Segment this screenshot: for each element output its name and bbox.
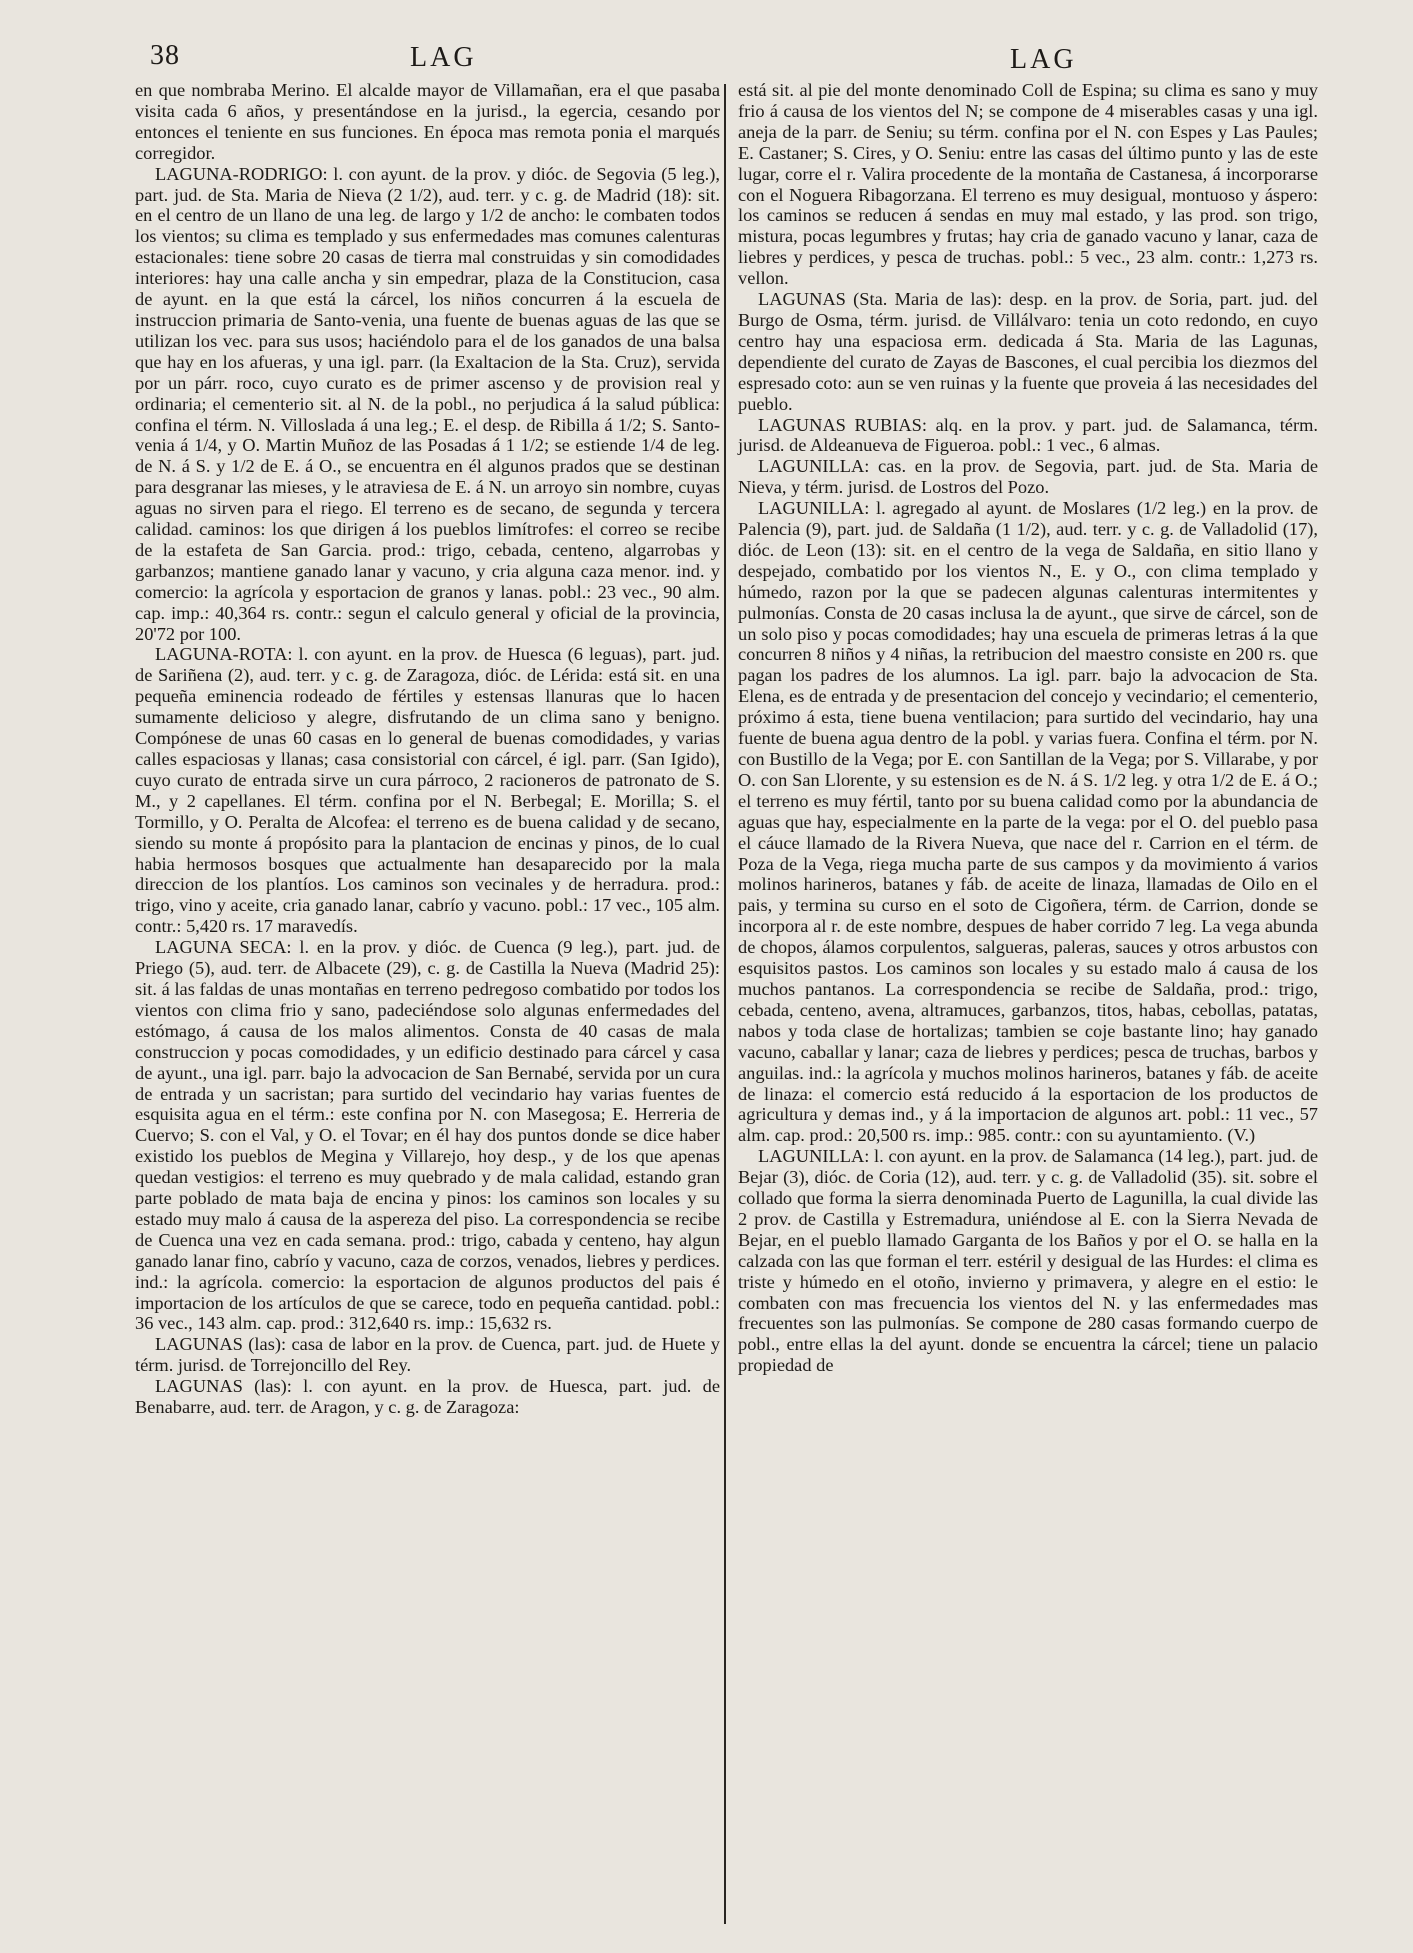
dictionary-entry [738, 1146, 1318, 1376]
continued-paragraph [738, 80, 1318, 289]
right-column [738, 80, 1318, 1376]
column-divider [724, 84, 726, 1924]
page-header [0, 40, 1413, 80]
dictionary-entry [135, 164, 720, 645]
entry-text: l. con ayunt. en la prov. de Salamanca (14 leg.), part. jud. de Bejar (3), dióc. de Coria (12), aud. terr. y c. g. de Valladolid (35). sit. sobre el collado que forma la sierra denominada Puerto de Lagunilla, la cual divide las 2 prov. de Castilla y Estremadura, uniéndose al E. con la Sierra Nevada de Bejar, en el pueblo llamado Garganta de los Baños y por el O. se halla en la calzada con las que forman el terr. estéril y desigual de las Hurdes: el clima es triste y húmedo en el otoño, invierno y primavera, y alegre en el estio: le combaten con mas frecuencia los vientos del N. y las enfermedades mas frecuentes son las pulmonías. Se compone de 280 casas formando cuerpo de pobl., entre ellas la del ayunt. donde se encuentra la cárcel; tiene un palacio propiedad de [738, 1146, 1318, 1376]
page-number: 38 [150, 40, 180, 71]
entry-headword: LAGUNA SECA: [155, 937, 292, 958]
entry-text: alq. en la prov. y part. jud. de Salamanca, térm. jurisd. de Aldeanueva de Figueroa. pobl.: 1 vec., 6 almas. [738, 414, 1318, 456]
left-column [135, 80, 720, 1418]
entry-text: casa de labor en la prov. de Cuenca, part. jud. de Huete y térm. jurisd. de Torrejoncillo del Rey. [135, 1334, 720, 1376]
dictionary-entry [738, 498, 1318, 1146]
entry-text: cas. en la prov. de Segovia, part. jud. de Sta. Maria de Nieva, y térm. jurisd. de Lostros del Pozo. [738, 456, 1318, 498]
dictionary-entry [135, 1376, 720, 1418]
entry-headword: LAGUNA-ROTA: [155, 644, 293, 665]
dictionary-entry [738, 289, 1318, 414]
entry-headword: LAGUNAS (las): [155, 1376, 292, 1397]
running-head-right: LAG [1010, 44, 1077, 75]
dictionary-entry [135, 644, 720, 937]
entry-text: l. agregado al ayunt. de Moslares (1/2 leg.) en la prov. de Palencia (9), part. jud. de Saldaña (1 1/2), aud. terr. y c. g. de Valladolid (17), dióc. de Leon (13): sit. en el centro de la vega de Saldaña, en sitio llano y despejado, combatido por los vientos N., E. y O., con clima templado y húmedo, razon por la que se padecen algunas calenturas intermitentes y pulmonías. Consta de 20 casas inclusa la de ayunt., que sirve de cárcel, son de un solo piso y pocas comodidades; hay una escuela de primeras letras á la que concurren 8 niños y 4 niñas, la retribucion del maestro consiste en 200 rs. que pagan los padres de los alumnos. La igl. parr. bajo la advocacion de Sta. Elena, es de entrada y de presentacion del concejo y vecindario; el cementerio, próximo á esta, tiene buena ventilacion; para surtido del vecindario, hay una fuente de buena agua dentro de la pobl. y varias fuera. Confina el térm. por N. con Bustillo de la Vega; por E. con Santillan de la Vega; por S. Villarabe, y por O. con San Llorente, y su estension es de N. á S. 1/2 leg. y otra 1/2 de E. á O.; el terreno es muy fértil, tanto por su buena calidad como por la abundancia de aguas que hay, especialmente en la parte de la vega: por el O. del pueblo pasa el cáuce llamado de la Rivera Nueva, que nace del r. Carrion en el térm. de Poza de la Vega, riega mucha parte de sus campos y da movimiento á varios molinos harineros, batanes y fáb. de aceite de linaza, llamadas de Oilo en el pais, y termina su curso en el soto de Cigoñera, térm. de Carrion, donde se incorpora al r. de este nombre, despues de haber corrido 7 leg. La vega abunda de chopos, álamos corpulentos, salgueras, paleras, sauces y otros arbustos con esquisitos pastos. Los caminos son locales y su estado malo á causa de los muchos pantanos. La correspondencia se recibe de Saldaña, prod.: trigo, cebada, centeno, avena, altramuces, garbanzos, titos, habas, cebollas, patatas, nabos y toda clase de hortalizas; tambien se coje bastante lino; hay ganado vacuno, caballar y lanar; caza de liebres y perdices; pesca de truchas, barbos y anguilas. ind.: la agrícola y muchos molinos harineros, batanes y fáb. de aceite de linaza: el comercio está reducido á la esportacion de los productos de agricultura y demas ind., y á la importacion de algunos art. pobl.: 11 vec., 57 alm. cap. prod.: 20,500 rs. imp.: 985. contr.: con su ayuntamiento. (V.) [738, 498, 1318, 1146]
entry-headword: LAGUNA-RODRIGO: [155, 163, 328, 184]
entry-headword: LAGUNAS RUBIAS: [758, 414, 928, 435]
entry-text: está sit. al pie del monte denominado Coll de Espina; su clima es sano y muy frio á causa de los vientos del N; se compone de 4 miserables casas y una igl. aneja de la parr. de Seniu; su térm. confina por el N. con Espes y Las Paules; E. Castaner; S. Cires, y O. Seniu: entre las casas del último punto y las de este lugar, corre el r. Valira procedente de la montaña de Castanesa, á incorporarse con el Noguera Ribagorzana. El terreno es muy desigual, montuoso y áspero: los caminos se reducen á sendas en muy mal estado, y las prod. son trigo, mistura, pocas legumbres y frutas; hay cria de ganado vacuno y lanar, caza de liebres y perdices, y pesca de truchas. pobl.: 5 vec., 23 alm. contr.: 1,273 rs. vellon. [738, 80, 1318, 289]
entry-text: en que nombraba Merino. El alcalde mayor de Villamañan, era el que pasaba visita cada 6 años, y presentándose en la jurisd., la egercia, cesando por entonces el teniente en sus funciones. En época mas remota ponia el marqués corregidor. [135, 80, 720, 163]
dictionary-entry [135, 937, 720, 1334]
dictionary-entry [738, 415, 1318, 457]
entry-headword: LAGUNILLA: [758, 1146, 870, 1167]
dictionary-entry [738, 456, 1318, 498]
entry-headword: LAGUNAS (Sta. Maria de las): [758, 289, 1003, 310]
entry-text: l. en la prov. y dióc. de Cuenca (9 leg.), part. jud. de Priego (5), aud. terr. de Albacete (29), c. g. de Castilla la Nueva (Madrid 25): sit. á las faldas de unas montañas en terreno pedregoso combatido por todos los vientos con clima frio y sano, padeciéndose solo algunas enfermedades del estómago, á causa de los malos alimentos. Consta de 40 casas de mala construccion y pocas comodidades, y un edificio destinado para cárcel y casa de ayunt., una igl. parr. bajo la advocacion de San Bernabé, servida por un cura de entrada y un sacristan; para surtido del vecindario hay varias fuentes de esquisita agua en el térm.: este confina por N. con Masegosa; E. Herreria de Cuervo; S. con el Val, y O. el Tovar; en él hay dos puntos donde se dice haber existido los pueblos de Megina y Villarejo, hoy desp., y de los que apenas quedan vestigios: el terreno es muy quebrado y de mala calidad, estando gran parte poblado de mata baja de encina y pinos: los caminos son locales y su estado muy malo á causa de la aspereza del piso. La correspondencia se recibe de Cuenca una vez en cada semana. prod.: trigo, cabada y centeno, hay algun ganado lanar fino, cabrío y vacuno, caza de corzos, venados, liebres y perdices. ind.: la agrícola. comercio: la esportacion de algunos productos del pais é importacion de los artículos de que se carece, todo en pequeña cantidad. pobl.: 36 vec., 143 alm. cap. prod.: 312,640 rs. imp.: 15,632 rs. [135, 937, 721, 1334]
entry-headword: LAGUNILLA: [758, 456, 870, 477]
running-head-left: LAG [410, 42, 477, 73]
entry-text: desp. en la prov. de Soria, part. jud. del Burgo de Osma, térm. jurisd. de Villálvaro: tenia un coto redondo, en cuyo centro hay una espaciosa erm. dedicada á Sta. Maria de las Lagunas, dependiente del curato de Zayas de Bascones, el cual percibia los diezmos del espresado coto: aun se ven ruinas y la fuente que proveia á las necesidades del pueblo. [738, 289, 1318, 414]
dictionary-entry [135, 1334, 720, 1376]
entry-headword: LAGUNAS (las): [155, 1334, 287, 1355]
entry-headword: LAGUNILLA: [758, 498, 870, 519]
continued-paragraph [135, 80, 720, 164]
entry-text: l. con ayunt. de la prov. y dióc. de Segovia (5 leg.), part. jud. de Sta. Maria de Nieva (2 1/2), aud. terr. y c. g. de Madrid (18): sit. en el centro de un llano de una leg. de largo y 1/2 de ancho: le combaten todos los vientos; su clima es templado y sus enfermedades mas comunes calenturas estacionales: tiene sobre 20 casas de tierra mal construidas y sin comodidades interiores: hay una calle ancha y sin empedrar, plaza de la Constitucion, casa de ayunt. en la que está la cárcel, los niños concurren á la escuela de instruccion primaria de Santo-venia, una fuente de buenas aguas de las que se utilizan los vec. para sus usos; haciéndolo para el de los ganados de una balsa que hay en los afueras, y una igl. parr. (la Exaltacion de la Sta. Cruz), servida por un párr. roco, cuyo curato es de primer ascenso y de provision real y ordinaria; el cementerio sit. al N. de la pobl., no perjudica á la salud pública: confina el térm. N. Villoslada á una leg.; E. el desp. de Ribilla á 1/2; S. Santo-venia á 1/4, y O. Martin Muñoz de las Posadas á 1 1/2; se estiende 1/4 de leg. de N. á S. y 1/2 de E. á O., se encuentra en él algunos prados que se destinan para desgranar las mieses, y le atraviesa de E. á N. un arroyo sin nombre, cuyas aguas no sirven para el riego. El terreno es de secano, de segunda y tercera calidad. caminos: los que dirigen á los pueblos limítrofes: el correo se recibe de la estafeta de San Garcia. prod.: trigo, cebada, centeno, algarrobas y garbanzos; mantiene ganado lanar y vacuno, y cria alguna caza menor. ind. y comercio: la agrícola y esportacion de granos y lanas. pobl.: 23 vec., 90 alm. cap. imp.: 40,364 rs. contr.: segun el calculo general y oficial de la provincia, 20'72 por 100. [135, 163, 720, 644]
entry-text: l. con ayunt. en la prov. de Huesca, part. jud. de Benabarre, aud. terr. de Aragon, y c. g. de Zaragoza: [135, 1376, 720, 1418]
entry-text: l. con ayunt. en la prov. de Huesca (6 leguas), part. jud. de Sariñena (2), aud. terr. y c. g. de Zaragoza, dióc. de Lérida: está sit. en una pequeña eminencia rodeado de fértiles y estensas llanuras que lo hacen sumamente delicioso y alegre, disfrutando de un clima sano y benigno. Compónese de unas 60 casas en lo general de buenas comodidades, y varias calles espaciosas y llanas; casa consistorial con cárcel, é igl. parr. (San Igido), cuyo curato de entrada sirve un cura párroco, 2 racioneros de patronato de S. M., y 2 capellanes. El térm. confina por el N. Berbegal; E. Morilla; S. el Tormillo, y O. Peralta de Alcofea: el terreno es de buena calidad y de secano, siendo su monte á propósito para la plantacion de encinas y pinos, de lo cual habia hermosos bosques que actualmente han desaparecido por la mala direccion de los plantíos. Los caminos son vecinales y de herradura. prod.: trigo, vino y aceite, cria ganado lanar, cabrío y vacuno. pobl.: 17 vec., 105 alm. contr.: 5,420 rs. 17 maravedís. [135, 644, 720, 937]
